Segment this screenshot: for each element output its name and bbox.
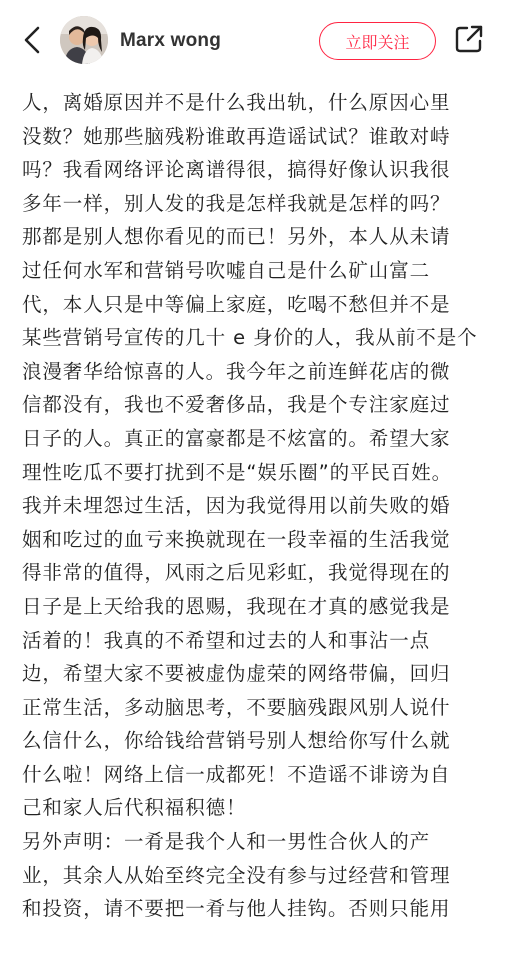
post-text-line: 没数？她那些脑残粉谁敢再造谣试试？谁敢对峙 (22, 124, 451, 148)
username[interactable]: Marx wong (120, 30, 222, 51)
post-text-line: 那都是别人想你看见的而已！另外，本人从未请 (22, 225, 451, 249)
post-text-line: 日子是上天给我的恩赐，我现在才真的感觉我是 (22, 594, 451, 618)
post-text-line: 得非常的值得，风雨之后见彩虹，我觉得现在的 (22, 561, 451, 585)
post-text-line: 正常生活，多动脑思考，不要脑残跟风别人说什 (22, 695, 451, 719)
share-button[interactable] (452, 24, 486, 58)
post-text-line: 多年一样，别人发的我是怎样我就是怎样的吗？ (22, 191, 451, 215)
post-text-line: 人，离婚原因并不是什么我出轨，什么原因心里 (22, 91, 451, 114)
post-text-line: 另外声明：一肴是我个人和一男性合伙人的产 (22, 830, 431, 854)
post-text-line: 什么啦！网络上信一成都死！不造谣不诽谤为自 (22, 762, 451, 786)
post-text-line: 日子的人。真正的富豪都是不炫富的。希望大家 (22, 426, 451, 450)
post-text-line: 边，希望大家不要被虚伪虚荣的网络带偏，回归 (22, 662, 451, 686)
post-text-line: 吗？我看网络评论离谱得很，搞得好像认识我很 (22, 158, 451, 182)
share-external-icon (454, 24, 484, 58)
follow-button[interactable]: 立即关注 (319, 22, 436, 60)
post-header (0, 0, 505, 86)
post-text-line: 代，本人只是中等偏上家庭，吃喝不愁但并不是 (22, 292, 451, 316)
post-text-line: 己和家人后代积福积德！ (22, 796, 247, 820)
post-text-line: 浪漫奢华给惊喜的人。我今年之前连鲜花店的微 (22, 359, 451, 383)
post-text-line: 姻和吃过的血亏来换就现在一段幸福的生活我觉 (22, 527, 451, 551)
post-text-line: 我并未埋怨过生活，因为我觉得用以前失败的婚 (22, 494, 451, 518)
avatar[interactable] (60, 16, 108, 64)
post-text-line: 么信什么，你给钱给营销号别人想给你写什么就 (22, 729, 451, 753)
post-text-line: 和投资，请不要把一肴与他人挂钩。否则只能用 (22, 897, 451, 921)
post-body (22, 86, 485, 955)
post-text-line: 业，其余人从始至终完全没有参与过经营和管理 (22, 863, 451, 887)
post-text-line: 活着的！我真的不希望和过去的人和事沾一点 (22, 628, 431, 652)
post-text-line: 过任何水军和营销号吹嘘自己是什么矿山富二 (22, 258, 431, 282)
post-text-line: 理性吃瓜不要打扰到不是“娱乐圈”的平民百姓。 (22, 460, 453, 484)
post-text-line: 某些营销号宣传的几十 e 身价的人，我从前不是个 (22, 326, 478, 350)
chevron-left-icon (22, 25, 42, 59)
post-text-line: 信都没有，我也不爱奢侈品，我是个专注家庭过 (22, 393, 451, 417)
back-button[interactable] (14, 22, 50, 62)
